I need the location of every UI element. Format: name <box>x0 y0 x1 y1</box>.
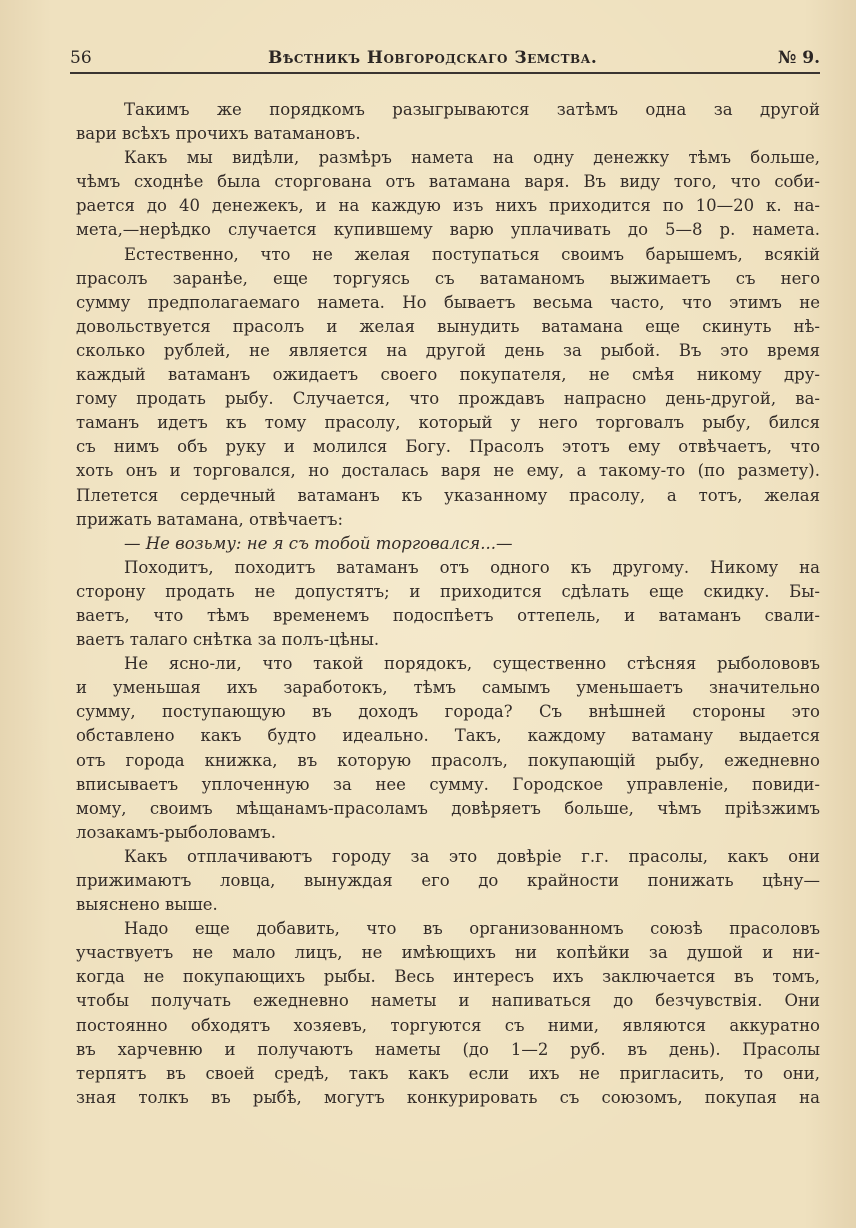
text-line: мому, своимъ мѣщанамъ-прасоламъ довѣряетъ больше, чѣмъ пріѣзжимъ <box>76 798 820 818</box>
article-body <box>76 98 820 1110</box>
paragraph-5 <box>76 556 820 652</box>
text-line: довольствуется прасолъ и желая вынудить ватамана еще скинуть нѣ- <box>76 316 820 336</box>
text-line: чѣмъ сходнѣе была сторгована отъ ватамана варя. Въ виду того, что соби- <box>76 172 820 192</box>
text-line: участвуетъ не мало лицъ, не имѣющихъ ни копѣйки за душой и ни- <box>76 943 820 963</box>
text-line: сколько рублей, не является на другой день за рыбой. Въ это время <box>76 340 820 360</box>
text-line: прижать ватамана, отвѣчаетъ: <box>76 509 344 529</box>
text-line: терпятъ въ своей средѣ, такъ какъ если ихъ не пригласить, то они, <box>76 1063 820 1083</box>
paragraph-4-dialogue <box>76 532 820 556</box>
text-line: Какъ отплачиваютъ городу за это довѣріе г.г. прасолы, какъ они <box>124 846 820 866</box>
text-line: обставлено какъ будто идеально. Такъ, каждому ватаману выдается <box>76 726 820 746</box>
text-line: вписываетъ уплоченную за нее сумму. Городское управленіе, повиди- <box>76 774 820 794</box>
text-line: вари всѣхъ прочихъ ватамановъ. <box>76 124 361 144</box>
paragraph-8 <box>76 917 820 1110</box>
text-line: сторону продать не допустятъ; и приходится сдѣлать еще скидку. Бы- <box>76 581 820 601</box>
text-line: чтобы получать ежедневно наметы и напиваться до безчувствія. Они <box>76 991 820 1011</box>
text-line: отъ города книжка, въ которую прасолъ, покупающій рыбу, ежедневно <box>76 750 820 770</box>
text-line: Какъ мы видѣли, размѣръ намета на одну денежку тѣмъ больше, <box>124 148 820 168</box>
text-line: когда не покупающихъ рыбы. Весь интересъ ихъ заключается въ томъ, <box>76 967 820 987</box>
text-line: съ нимъ объ руку и молился Богу. Прасолъ этотъ ему отвѣчаетъ, что <box>76 437 820 457</box>
text-line: прасолъ заранѣе, еще торгуясь съ ватаманомъ выжимаетъ съ него <box>76 268 820 288</box>
text-line: таманъ идетъ къ тому прасолу, который у него торговалъ рыбу, бился <box>76 413 820 433</box>
text-line: каждый ватаманъ ожидаетъ своего покупателя, не смѣя никому дру- <box>76 365 820 385</box>
text-line: и уменьшая ихъ заработокъ, тѣмъ самымъ уменьшаетъ значительно <box>76 678 820 698</box>
text-line: Естественно, что не желая поступаться своимъ барышемъ, всякій <box>124 244 820 264</box>
text-line: ваетъ, что тѣмъ временемъ подоспѣетъ оттепель, и ватаманъ свали- <box>76 605 820 625</box>
text-line: Походитъ, походитъ ватаманъ отъ одного къ другому. Никому на <box>124 557 820 577</box>
text-line: постоянно обходятъ хозяевъ, торгуются съ ними, являются аккуратно <box>76 1015 820 1035</box>
text-line: лозакамъ-рыболовамъ. <box>76 822 276 842</box>
running-header <box>70 46 820 74</box>
journal-title: Вѣстникъ Новгородскаго Земства. <box>268 48 598 68</box>
text-line: въ харчевню и получаютъ наметы (до 1—2 руб. въ день). Прасолы <box>76 1039 820 1059</box>
text-line: Плетется сердечный ватаманъ къ указанному прасолу, а тотъ, желая <box>76 485 820 505</box>
text-line: рается до 40 денежекъ, и на каждую изъ нихъ приходится по 10—20 к. на- <box>76 196 820 216</box>
text-line: гому продать рыбу. Случается, что прождавъ напрасно день-другой, ва- <box>76 389 820 409</box>
paragraph-6 <box>76 652 820 845</box>
text-line: Такимъ же порядкомъ разыгрываются затѣмъ одна за другой <box>124 100 820 119</box>
text-line: Не ясно-ли, что такой порядокъ, существенно стѣсняя рыболововъ <box>124 654 820 674</box>
text-line: выяснено выше. <box>76 895 218 915</box>
paragraph-1 <box>76 98 820 146</box>
text-line: ваетъ талаго снѣтка за полъ-цѣны. <box>76 630 380 650</box>
paragraph-3 <box>76 243 820 532</box>
text-line: зная толкъ въ рыбѣ, могутъ конкурировать съ союзомъ, покупая на <box>76 1087 820 1107</box>
issue-number: № 9. <box>777 48 820 68</box>
text-line: хоть онъ и торговался, но досталась варя не ему, а такому-то (по размету). <box>76 461 820 481</box>
paragraph-7 <box>76 845 820 917</box>
dialogue-line: — Не возьму: не я съ тобой торговался...— <box>124 533 513 553</box>
text-line: сумму, поступающую въ доходъ города? Съ внѣшней стороны это <box>76 702 820 722</box>
text-line: мета,—нерѣдко случается купившему варю уплачивать до 5—8 р. намета. <box>76 220 820 240</box>
text-line: прижимаютъ ловца, вынуждая его до крайности понижать цѣну— <box>76 871 820 890</box>
page-number: 56 <box>70 48 92 68</box>
text-line: Надо еще добавить, что въ организованномъ союзѣ прасоловъ <box>124 919 820 939</box>
text-line: сумму предполагаемаго намета. Но бываетъ весьма часто, что этимъ не <box>76 292 820 312</box>
paragraph-2 <box>76 146 820 242</box>
